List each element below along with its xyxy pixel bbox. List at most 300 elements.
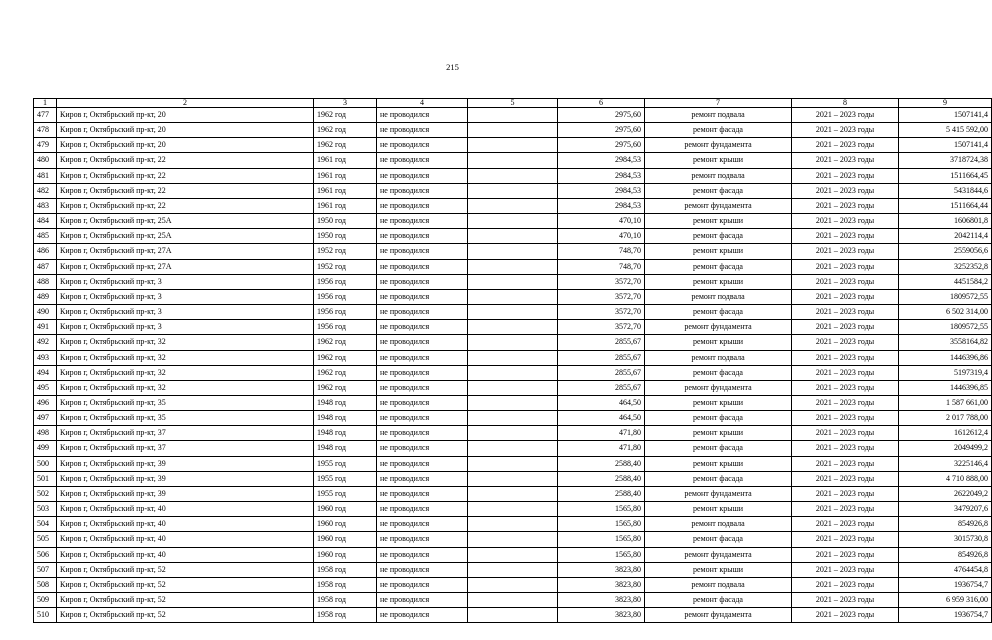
address-cell: Киров г, Октябрьский пр-кт, 3 xyxy=(57,305,314,320)
repair-schedule-table xyxy=(33,98,992,623)
area-cell: 3572,70 xyxy=(558,320,645,335)
cost-cell: 3015730,8 xyxy=(899,532,992,547)
build-year-cell: 1948 год xyxy=(314,395,377,410)
area-cell: 2855,67 xyxy=(558,350,645,365)
table-row xyxy=(34,108,992,123)
last-repair-cell: не проводился xyxy=(377,547,468,562)
cost-cell: 2 017 788,00 xyxy=(899,411,992,426)
empty-cell xyxy=(468,244,558,259)
empty-cell xyxy=(468,138,558,153)
work-type-cell: ремонт фасада xyxy=(645,183,792,198)
row-number-cell: 490 xyxy=(34,305,57,320)
table-row xyxy=(34,411,992,426)
address-cell: Киров г, Октябрьский пр-кт, 39 xyxy=(57,486,314,501)
empty-cell xyxy=(468,502,558,517)
row-number-cell: 506 xyxy=(34,547,57,562)
area-cell: 3572,70 xyxy=(558,289,645,304)
cost-cell: 1809572,55 xyxy=(899,289,992,304)
build-year-cell: 1952 год xyxy=(314,259,377,274)
build-year-cell: 1960 год xyxy=(314,502,377,517)
work-type-cell: ремонт фундамента xyxy=(645,198,792,213)
build-year-cell: 1948 год xyxy=(314,441,377,456)
work-type-cell: ремонт крыши xyxy=(645,456,792,471)
address-cell: Киров г, Октябрьский пр-кт, 40 xyxy=(57,517,314,532)
period-cell: 2021 – 2023 годы xyxy=(792,486,899,501)
row-number-cell: 498 xyxy=(34,426,57,441)
column-header: 6 xyxy=(558,99,645,108)
cost-cell: 1612612,4 xyxy=(899,426,992,441)
row-number-cell: 507 xyxy=(34,562,57,577)
row-number-cell: 495 xyxy=(34,380,57,395)
period-cell: 2021 – 2023 годы xyxy=(792,577,899,592)
empty-cell xyxy=(468,456,558,471)
build-year-cell: 1955 год xyxy=(314,456,377,471)
cost-cell: 1 587 661,00 xyxy=(899,395,992,410)
table-header-row xyxy=(34,99,992,108)
row-number-cell: 481 xyxy=(34,168,57,183)
build-year-cell: 1956 год xyxy=(314,289,377,304)
period-cell: 2021 – 2023 годы xyxy=(792,183,899,198)
last-repair-cell: не проводился xyxy=(377,517,468,532)
period-cell: 2021 – 2023 годы xyxy=(792,138,899,153)
cost-cell: 2042114,4 xyxy=(899,229,992,244)
build-year-cell: 1962 год xyxy=(314,138,377,153)
build-year-cell: 1962 год xyxy=(314,123,377,138)
table-row xyxy=(34,183,992,198)
address-cell: Киров г, Октябрьский пр-кт, 25А xyxy=(57,214,314,229)
work-type-cell: ремонт подвала xyxy=(645,108,792,123)
cost-cell: 2049499,2 xyxy=(899,441,992,456)
work-type-cell: ремонт крыши xyxy=(645,395,792,410)
table-row xyxy=(34,289,992,304)
work-type-cell: ремонт фундамента xyxy=(645,486,792,501)
work-type-cell: ремонт фасада xyxy=(645,532,792,547)
last-repair-cell: не проводился xyxy=(377,183,468,198)
table-row xyxy=(34,123,992,138)
area-cell: 471,80 xyxy=(558,441,645,456)
build-year-cell: 1958 год xyxy=(314,608,377,623)
row-number-cell: 494 xyxy=(34,365,57,380)
cost-cell: 1809572,55 xyxy=(899,320,992,335)
area-cell: 2975,60 xyxy=(558,123,645,138)
period-cell: 2021 – 2023 годы xyxy=(792,229,899,244)
row-number-cell: 489 xyxy=(34,289,57,304)
work-type-cell: ремонт фасада xyxy=(645,305,792,320)
last-repair-cell: не проводился xyxy=(377,395,468,410)
row-number-cell: 509 xyxy=(34,593,57,608)
row-number-cell: 508 xyxy=(34,577,57,592)
period-cell: 2021 – 2023 годы xyxy=(792,274,899,289)
row-number-cell: 502 xyxy=(34,486,57,501)
address-cell: Киров г, Октябрьский пр-кт, 22 xyxy=(57,183,314,198)
period-cell: 2021 – 2023 годы xyxy=(792,517,899,532)
period-cell: 2021 – 2023 годы xyxy=(792,411,899,426)
period-cell: 2021 – 2023 годы xyxy=(792,168,899,183)
area-cell: 2984,53 xyxy=(558,153,645,168)
build-year-cell: 1960 год xyxy=(314,532,377,547)
row-number-cell: 486 xyxy=(34,244,57,259)
build-year-cell: 1948 год xyxy=(314,426,377,441)
table-row xyxy=(34,577,992,592)
table-row xyxy=(34,426,992,441)
table-row xyxy=(34,138,992,153)
period-cell: 2021 – 2023 годы xyxy=(792,214,899,229)
row-number-cell: 491 xyxy=(34,320,57,335)
row-number-cell: 510 xyxy=(34,608,57,623)
build-year-cell: 1960 год xyxy=(314,517,377,532)
area-cell: 748,70 xyxy=(558,259,645,274)
column-header: 4 xyxy=(377,99,468,108)
cost-cell: 1446396,86 xyxy=(899,350,992,365)
area-cell: 471,80 xyxy=(558,426,645,441)
work-type-cell: ремонт фасада xyxy=(645,593,792,608)
build-year-cell: 1950 год xyxy=(314,214,377,229)
address-cell: Киров г, Октябрьский пр-кт, 20 xyxy=(57,123,314,138)
work-type-cell: ремонт фундамента xyxy=(645,138,792,153)
empty-cell xyxy=(468,274,558,289)
period-cell: 2021 – 2023 годы xyxy=(792,320,899,335)
period-cell: 2021 – 2023 годы xyxy=(792,502,899,517)
work-type-cell: ремонт подвала xyxy=(645,517,792,532)
empty-cell xyxy=(468,320,558,335)
address-cell: Киров г, Октябрьский пр-кт, 37 xyxy=(57,426,314,441)
row-number-cell: 482 xyxy=(34,183,57,198)
area-cell: 2855,67 xyxy=(558,380,645,395)
empty-cell xyxy=(468,335,558,350)
period-cell: 2021 – 2023 годы xyxy=(792,198,899,213)
work-type-cell: ремонт крыши xyxy=(645,335,792,350)
empty-cell xyxy=(468,198,558,213)
last-repair-cell: не проводился xyxy=(377,593,468,608)
empty-cell xyxy=(468,593,558,608)
build-year-cell: 1956 год xyxy=(314,305,377,320)
empty-cell xyxy=(468,305,558,320)
row-number-cell: 477 xyxy=(34,108,57,123)
address-cell: Киров г, Октябрьский пр-кт, 20 xyxy=(57,108,314,123)
address-cell: Киров г, Октябрьский пр-кт, 32 xyxy=(57,335,314,350)
row-number-cell: 500 xyxy=(34,456,57,471)
cost-cell: 5197319,4 xyxy=(899,365,992,380)
address-cell: Киров г, Октябрьский пр-кт, 27А xyxy=(57,244,314,259)
empty-cell xyxy=(468,577,558,592)
empty-cell xyxy=(468,532,558,547)
build-year-cell: 1960 год xyxy=(314,547,377,562)
work-type-cell: ремонт крыши xyxy=(645,426,792,441)
work-type-cell: ремонт крыши xyxy=(645,502,792,517)
table-row xyxy=(34,562,992,577)
table-row xyxy=(34,532,992,547)
empty-cell xyxy=(468,214,558,229)
row-number-cell: 487 xyxy=(34,259,57,274)
row-number-cell: 496 xyxy=(34,395,57,410)
address-cell: Киров г, Октябрьский пр-кт, 52 xyxy=(57,593,314,608)
cost-cell: 3252352,8 xyxy=(899,259,992,274)
cost-cell: 1511664,44 xyxy=(899,198,992,213)
area-cell: 2975,60 xyxy=(558,138,645,153)
table-row xyxy=(34,380,992,395)
area-cell: 3823,80 xyxy=(558,608,645,623)
last-repair-cell: не проводился xyxy=(377,456,468,471)
table-row xyxy=(34,502,992,517)
area-cell: 464,50 xyxy=(558,411,645,426)
table-body xyxy=(34,108,992,623)
address-cell: Киров г, Октябрьский пр-кт, 40 xyxy=(57,532,314,547)
build-year-cell: 1950 год xyxy=(314,229,377,244)
area-cell: 3823,80 xyxy=(558,562,645,577)
area-cell: 3572,70 xyxy=(558,274,645,289)
empty-cell xyxy=(468,168,558,183)
work-type-cell: ремонт подвала xyxy=(645,289,792,304)
work-type-cell: ремонт фасада xyxy=(645,123,792,138)
work-type-cell: ремонт фасада xyxy=(645,365,792,380)
column-header: 5 xyxy=(468,99,558,108)
row-number-cell: 503 xyxy=(34,502,57,517)
cost-cell: 854926,8 xyxy=(899,547,992,562)
address-cell: Киров г, Октябрьский пр-кт, 40 xyxy=(57,502,314,517)
table-row xyxy=(34,395,992,410)
build-year-cell: 1958 год xyxy=(314,562,377,577)
period-cell: 2021 – 2023 годы xyxy=(792,395,899,410)
row-number-cell: 497 xyxy=(34,411,57,426)
area-cell: 2588,40 xyxy=(558,456,645,471)
table-row xyxy=(34,229,992,244)
column-header: 9 xyxy=(899,99,992,108)
work-type-cell: ремонт фасада xyxy=(645,411,792,426)
period-cell: 2021 – 2023 годы xyxy=(792,123,899,138)
cost-cell: 4451584,2 xyxy=(899,274,992,289)
table-row xyxy=(34,198,992,213)
period-cell: 2021 – 2023 годы xyxy=(792,456,899,471)
table-row xyxy=(34,259,992,274)
row-number-cell: 488 xyxy=(34,274,57,289)
last-repair-cell: не проводился xyxy=(377,198,468,213)
column-header: 2 xyxy=(57,99,314,108)
area-cell: 1565,80 xyxy=(558,532,645,547)
period-cell: 2021 – 2023 годы xyxy=(792,289,899,304)
work-type-cell: ремонт подвала xyxy=(645,577,792,592)
column-header: 3 xyxy=(314,99,377,108)
work-type-cell: ремонт крыши xyxy=(645,214,792,229)
work-type-cell: ремонт крыши xyxy=(645,274,792,289)
area-cell: 2855,67 xyxy=(558,335,645,350)
address-cell: Киров г, Октябрьский пр-кт, 37 xyxy=(57,441,314,456)
table-row xyxy=(34,517,992,532)
last-repair-cell: не проводился xyxy=(377,153,468,168)
empty-cell xyxy=(468,183,558,198)
address-cell: Киров г, Октябрьский пр-кт, 39 xyxy=(57,471,314,486)
address-cell: Киров г, Октябрьский пр-кт, 27А xyxy=(57,259,314,274)
row-number-cell: 499 xyxy=(34,441,57,456)
row-number-cell: 504 xyxy=(34,517,57,532)
area-cell: 2588,40 xyxy=(558,486,645,501)
last-repair-cell: не проводился xyxy=(377,577,468,592)
row-number-cell: 483 xyxy=(34,198,57,213)
address-cell: Киров г, Октябрьский пр-кт, 52 xyxy=(57,562,314,577)
address-cell: Киров г, Октябрьский пр-кт, 39 xyxy=(57,456,314,471)
table-row xyxy=(34,486,992,501)
period-cell: 2021 – 2023 годы xyxy=(792,608,899,623)
area-cell: 2588,40 xyxy=(558,471,645,486)
last-repair-cell: не проводился xyxy=(377,411,468,426)
area-cell: 464,50 xyxy=(558,395,645,410)
last-repair-cell: не проводился xyxy=(377,320,468,335)
area-cell: 3823,80 xyxy=(558,593,645,608)
empty-cell xyxy=(468,350,558,365)
table-row xyxy=(34,547,992,562)
address-cell: Киров г, Октябрьский пр-кт, 25А xyxy=(57,229,314,244)
build-year-cell: 1955 год xyxy=(314,486,377,501)
build-year-cell: 1962 год xyxy=(314,350,377,365)
last-repair-cell: не проводился xyxy=(377,259,468,274)
empty-cell xyxy=(468,365,558,380)
period-cell: 2021 – 2023 годы xyxy=(792,335,899,350)
table-row xyxy=(34,456,992,471)
last-repair-cell: не проводился xyxy=(377,562,468,577)
period-cell: 2021 – 2023 годы xyxy=(792,426,899,441)
build-year-cell: 1961 год xyxy=(314,168,377,183)
last-repair-cell: не проводился xyxy=(377,214,468,229)
work-type-cell: ремонт фасада xyxy=(645,259,792,274)
table-row xyxy=(34,305,992,320)
table-row xyxy=(34,335,992,350)
area-cell: 2984,53 xyxy=(558,198,645,213)
last-repair-cell: не проводился xyxy=(377,350,468,365)
area-cell: 2984,53 xyxy=(558,168,645,183)
last-repair-cell: не проводился xyxy=(377,502,468,517)
cost-cell: 1936754,7 xyxy=(899,608,992,623)
cost-cell: 3718724,38 xyxy=(899,153,992,168)
area-cell: 1565,80 xyxy=(558,547,645,562)
table-row xyxy=(34,350,992,365)
empty-cell xyxy=(468,229,558,244)
row-number-cell: 493 xyxy=(34,350,57,365)
area-cell: 2855,67 xyxy=(558,365,645,380)
work-type-cell: ремонт фасада xyxy=(645,471,792,486)
period-cell: 2021 – 2023 годы xyxy=(792,365,899,380)
last-repair-cell: не проводился xyxy=(377,168,468,183)
table-row xyxy=(34,274,992,289)
address-cell: Киров г, Октябрьский пр-кт, 32 xyxy=(57,380,314,395)
work-type-cell: ремонт фасада xyxy=(645,441,792,456)
table-row xyxy=(34,365,992,380)
build-year-cell: 1956 год xyxy=(314,274,377,289)
empty-cell xyxy=(468,517,558,532)
page-number: 215 xyxy=(446,62,459,72)
table-row xyxy=(34,441,992,456)
empty-cell xyxy=(468,547,558,562)
empty-cell xyxy=(468,411,558,426)
empty-cell xyxy=(468,395,558,410)
address-cell: Киров г, Октябрьский пр-кт, 35 xyxy=(57,395,314,410)
period-cell: 2021 – 2023 годы xyxy=(792,547,899,562)
build-year-cell: 1956 год xyxy=(314,320,377,335)
work-type-cell: ремонт подвала xyxy=(645,350,792,365)
empty-cell xyxy=(468,471,558,486)
last-repair-cell: не проводился xyxy=(377,471,468,486)
period-cell: 2021 – 2023 годы xyxy=(792,108,899,123)
table-row xyxy=(34,153,992,168)
row-number-cell: 501 xyxy=(34,471,57,486)
area-cell: 3823,80 xyxy=(558,577,645,592)
table-row xyxy=(34,244,992,259)
last-repair-cell: не проводился xyxy=(377,305,468,320)
column-header: 7 xyxy=(645,99,792,108)
last-repair-cell: не проводился xyxy=(377,229,468,244)
area-cell: 2975,60 xyxy=(558,108,645,123)
period-cell: 2021 – 2023 годы xyxy=(792,259,899,274)
period-cell: 2021 – 2023 годы xyxy=(792,593,899,608)
address-cell: Киров г, Октябрьский пр-кт, 35 xyxy=(57,411,314,426)
last-repair-cell: не проводился xyxy=(377,123,468,138)
cost-cell: 1507141,4 xyxy=(899,138,992,153)
build-year-cell: 1962 год xyxy=(314,335,377,350)
cost-cell: 5 415 592,00 xyxy=(899,123,992,138)
period-cell: 2021 – 2023 годы xyxy=(792,153,899,168)
last-repair-cell: не проводился xyxy=(377,426,468,441)
last-repair-cell: не проводился xyxy=(377,380,468,395)
cost-cell: 2622049,2 xyxy=(899,486,992,501)
work-type-cell: ремонт крыши xyxy=(645,244,792,259)
build-year-cell: 1952 год xyxy=(314,244,377,259)
row-number-cell: 492 xyxy=(34,335,57,350)
address-cell: Киров г, Октябрьский пр-кт, 3 xyxy=(57,320,314,335)
last-repair-cell: не проводился xyxy=(377,608,468,623)
area-cell: 470,10 xyxy=(558,229,645,244)
area-cell: 1565,80 xyxy=(558,502,645,517)
last-repair-cell: не проводился xyxy=(377,532,468,547)
address-cell: Киров г, Октябрьский пр-кт, 20 xyxy=(57,138,314,153)
period-cell: 2021 – 2023 годы xyxy=(792,532,899,547)
address-cell: Киров г, Октябрьский пр-кт, 3 xyxy=(57,274,314,289)
build-year-cell: 1948 год xyxy=(314,411,377,426)
row-number-cell: 478 xyxy=(34,123,57,138)
empty-cell xyxy=(468,153,558,168)
build-year-cell: 1958 год xyxy=(314,577,377,592)
last-repair-cell: не проводился xyxy=(377,365,468,380)
cost-cell: 1507141,4 xyxy=(899,108,992,123)
cost-cell: 5431844,6 xyxy=(899,183,992,198)
period-cell: 2021 – 2023 годы xyxy=(792,471,899,486)
column-header: 8 xyxy=(792,99,899,108)
build-year-cell: 1961 год xyxy=(314,153,377,168)
address-cell: Киров г, Октябрьский пр-кт, 32 xyxy=(57,365,314,380)
area-cell: 470,10 xyxy=(558,214,645,229)
address-cell: Киров г, Октябрьский пр-кт, 32 xyxy=(57,350,314,365)
cost-cell: 3479207,6 xyxy=(899,502,992,517)
work-type-cell: ремонт подвала xyxy=(645,168,792,183)
last-repair-cell: не проводился xyxy=(377,138,468,153)
work-type-cell: ремонт фундамента xyxy=(645,547,792,562)
last-repair-cell: не проводился xyxy=(377,108,468,123)
last-repair-cell: не проводился xyxy=(377,441,468,456)
build-year-cell: 1962 год xyxy=(314,365,377,380)
empty-cell xyxy=(468,259,558,274)
cost-cell: 4 710 888,00 xyxy=(899,471,992,486)
empty-cell xyxy=(468,108,558,123)
period-cell: 2021 – 2023 годы xyxy=(792,350,899,365)
period-cell: 2021 – 2023 годы xyxy=(792,244,899,259)
cost-cell: 2559056,6 xyxy=(899,244,992,259)
build-year-cell: 1955 год xyxy=(314,471,377,486)
address-cell: Киров г, Октябрьский пр-кт, 52 xyxy=(57,608,314,623)
last-repair-cell: не проводился xyxy=(377,486,468,501)
empty-cell xyxy=(468,289,558,304)
cost-cell: 854926,8 xyxy=(899,517,992,532)
empty-cell xyxy=(468,123,558,138)
table-row xyxy=(34,168,992,183)
address-cell: Киров г, Октябрьский пр-кт, 22 xyxy=(57,168,314,183)
last-repair-cell: не проводился xyxy=(377,274,468,289)
